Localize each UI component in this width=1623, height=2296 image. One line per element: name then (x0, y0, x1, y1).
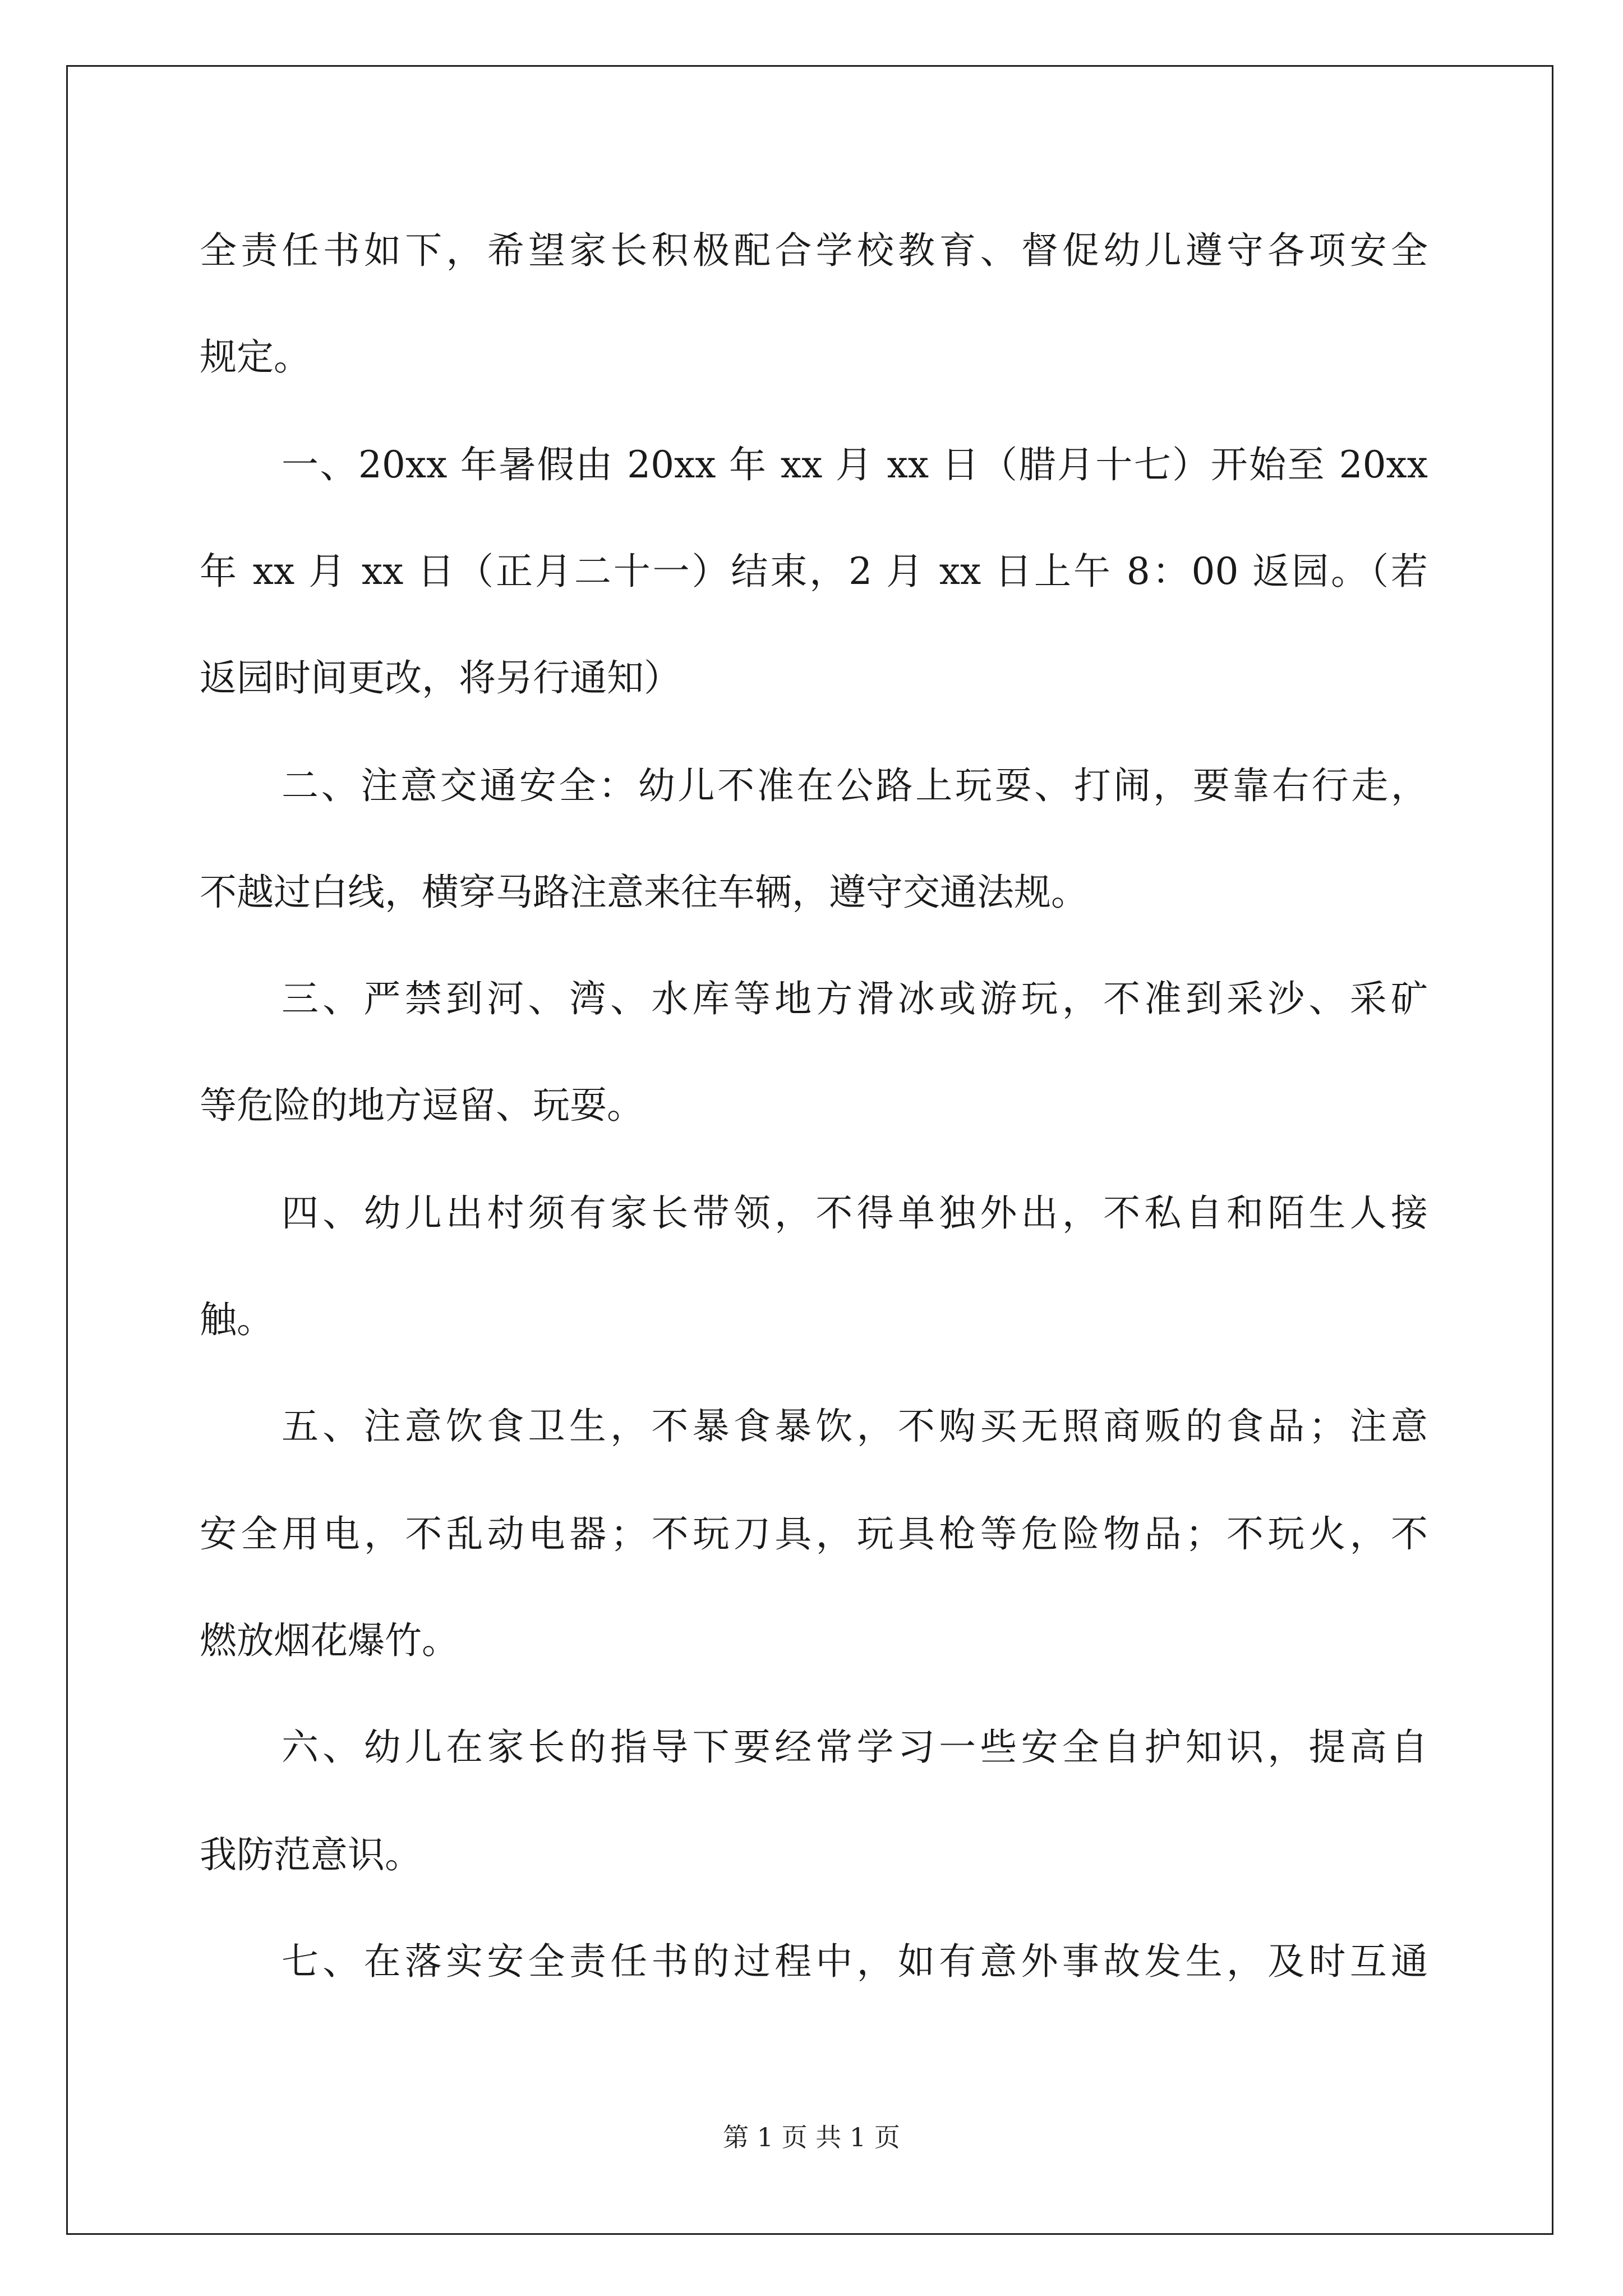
page-footer (0, 2120, 1623, 2154)
text-line: 返园时间更改，将另行通知） (200, 656, 681, 700)
text-line: 燃放烟花爆竹。 (200, 1619, 459, 1662)
text-line: 五、注意饮食卫生，不暴食暴饮，不购买无照商贩的食品；注意 (282, 1405, 1428, 1448)
text-line: 七、在落实安全责任书的过程中，如有意外事故发生，及时互通 (282, 1940, 1428, 1983)
text-line: 一、20xx 年暑假由 20xx 年 xx 月 xx 日（腊月十七）开始至 20xx (282, 443, 1428, 486)
text-line: 安全用电，不乱动电器；不玩刀具，玩具枪等危险物品；不玩火，不 (200, 1512, 1428, 1556)
text-line: 等危险的地方逗留、玩耍。 (200, 1084, 644, 1127)
text-line: 二、注意交通安全：幼儿不准在公路上玩耍、打闹，要靠右行走， (282, 764, 1428, 807)
text-line: 规定。 (200, 335, 311, 379)
text-line: 年 xx 月 xx 日（正月二十一）结束，2 月 xx 日上午 8：00 返园。（若 (200, 550, 1428, 593)
text-line: 全责任书如下，希望家长积极配合学校教育、督促幼儿遵守各项安全 (200, 229, 1428, 272)
text-line: 六、幼儿在家长的指导下要经常学习一些安全自护知识，提高自 (282, 1726, 1428, 1769)
text-line: 我防范意识。 (200, 1833, 422, 1876)
text-line: 不越过白线，横穿马路注意来往车辆，遵守交通法规。 (200, 871, 1088, 914)
page-number-label: 第 1 页 共 1 页 (723, 2122, 900, 2152)
text-line: 触。 (200, 1298, 274, 1341)
text-line: 四、幼儿出村须有家长带领，不得单独外出，不私自和陌生人接 (282, 1191, 1428, 1235)
text-line: 三、严禁到河、湾、水库等地方滑冰或游玩，不准到采沙、采矿 (282, 977, 1428, 1020)
page-border (66, 65, 1553, 2235)
